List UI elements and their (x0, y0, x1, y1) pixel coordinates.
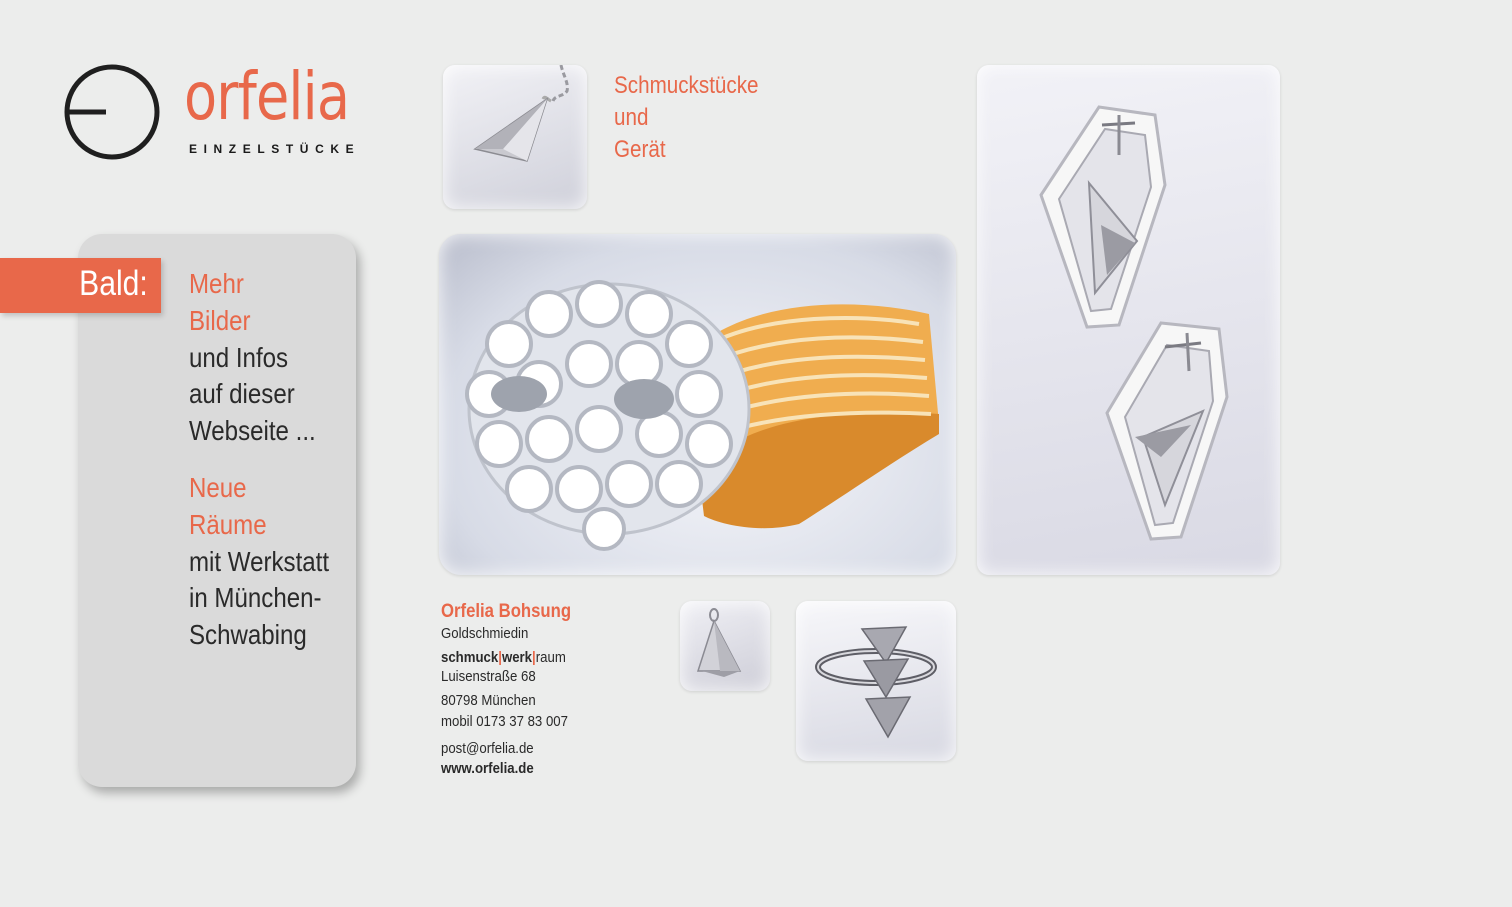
contact-block (441, 600, 661, 779)
notice-text-line: auf dieser (189, 378, 295, 410)
logo-wordmark: orfelia (184, 58, 350, 135)
contact-city: 80798 München (441, 692, 536, 709)
notice-text-line: mit Werkstatt (189, 545, 330, 577)
tagline-line: Gerät (614, 136, 666, 163)
notice-highlight-line: Neue (189, 471, 247, 503)
tagline (614, 70, 782, 166)
notice-text-line: Webseite ... (189, 415, 316, 447)
photo-geometric-earrings[interactable] (977, 65, 1280, 575)
contact-name: Orfelia Bohsung (441, 601, 572, 622)
notice-highlight-line: Räume (189, 508, 267, 540)
studio-part: werk (501, 649, 533, 666)
tagline-line: und (614, 104, 649, 131)
contact-email-link[interactable]: post@orfelia.de (441, 740, 534, 757)
contact-title: Goldschmiedin (441, 625, 529, 642)
photo-triangle-ring[interactable] (796, 601, 956, 761)
studio-part: schmuck (441, 649, 499, 666)
studio-separator: | (498, 649, 502, 666)
logo-circle-icon (62, 62, 162, 162)
notice-text-line: in München- (189, 582, 322, 614)
notice-tab (0, 258, 161, 313)
notice-text-line: Schwabing (189, 619, 307, 651)
logo-subtitle: EINZELSTÜCKE (189, 142, 361, 156)
studio-separator: | (532, 649, 536, 666)
notice-highlight-line: Mehr (189, 268, 244, 299)
contact-studio (441, 648, 635, 668)
contact-street: Luisenstraße 68 (441, 668, 536, 685)
photo-cloud-brooch-comb[interactable] (439, 234, 956, 575)
logo[interactable] (62, 58, 372, 162)
contact-website-link[interactable]: www.orfelia.de (441, 760, 534, 777)
contact-phone: mobil 0173 37 83 007 (441, 713, 568, 730)
tagline-line: Schmuckstücke (614, 72, 759, 99)
notice-tab-label: Bald: (79, 264, 148, 303)
notice-text-line: und Infos (189, 341, 289, 373)
studio-part: raum (535, 649, 566, 666)
photo-small-triangle-pendant[interactable] (680, 601, 770, 691)
notice-text (189, 266, 359, 654)
photo-triangle-pendant[interactable] (443, 65, 587, 209)
notice-highlight-line: Bilder (189, 304, 251, 336)
